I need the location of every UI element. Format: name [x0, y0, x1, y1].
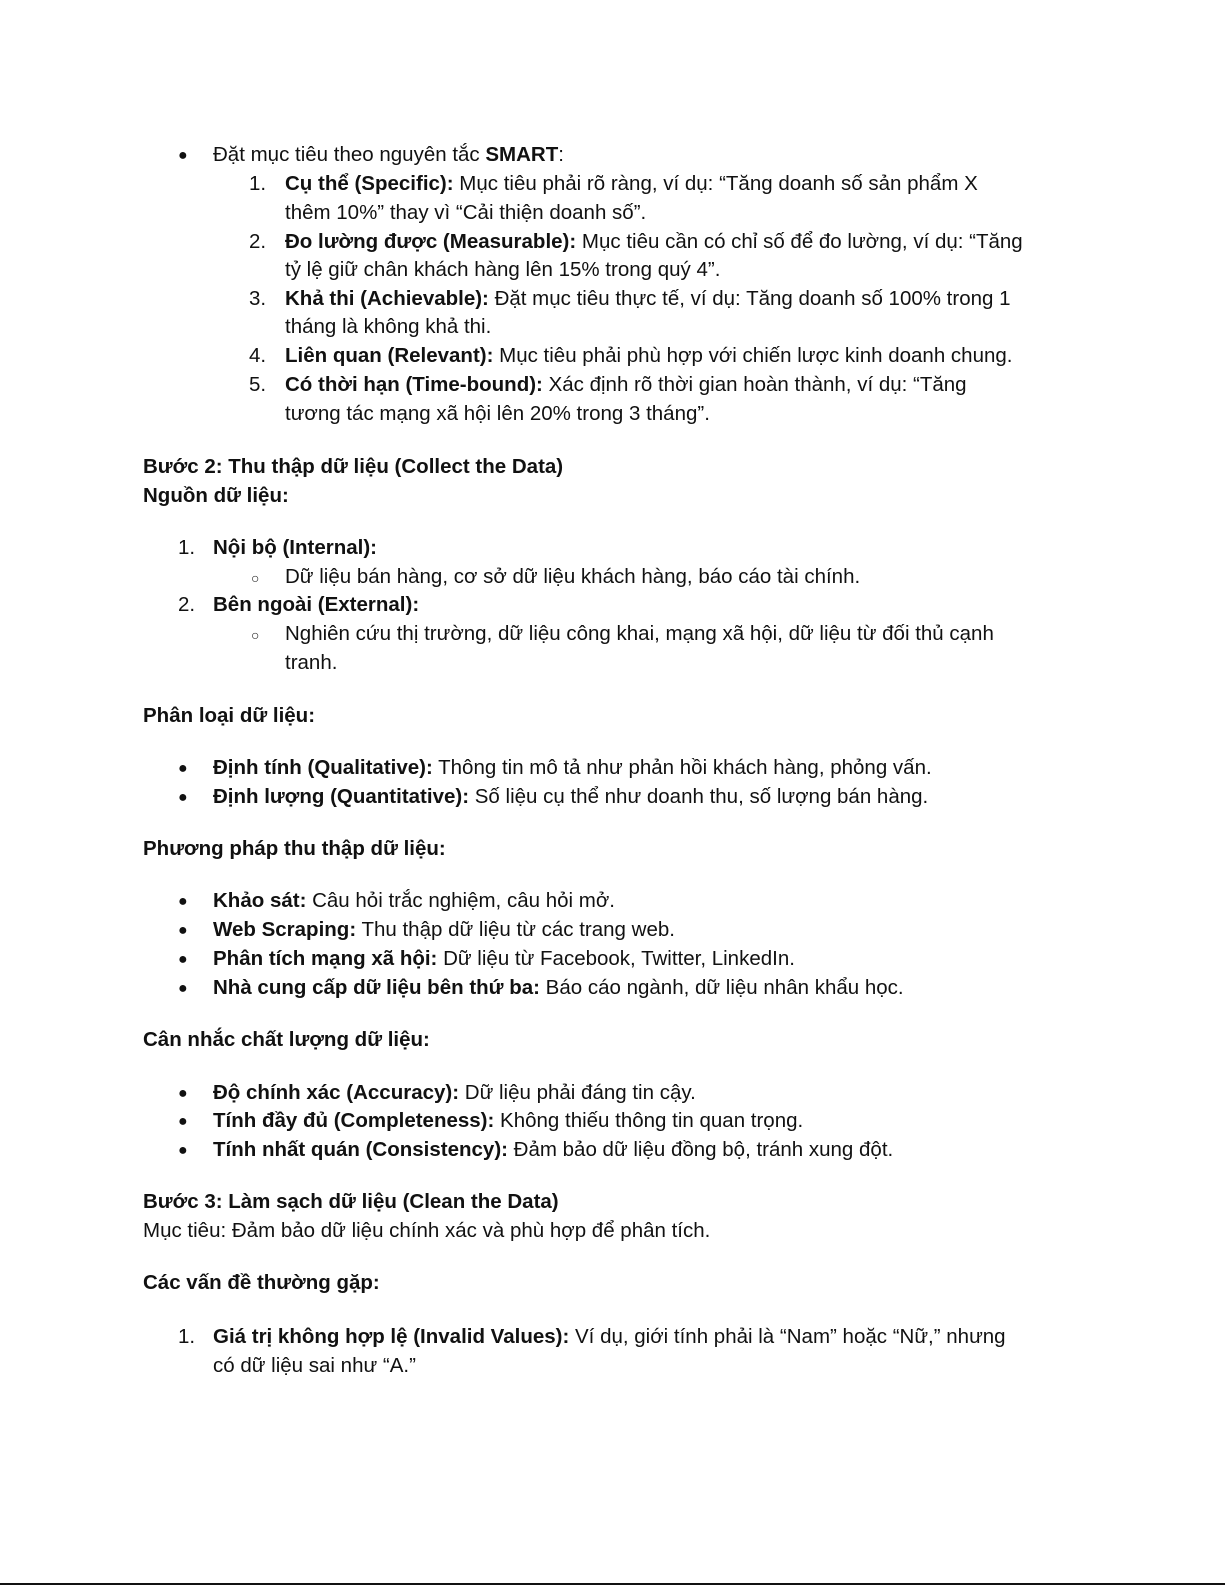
- quality-completeness: Tính đầy đủ (Completeness): Không thiếu thông tin quan trọng.: [213, 1109, 804, 1132]
- bullet-marker: ●: [178, 1142, 188, 1159]
- quality-consistency: Tính nhất quán (Consistency): Đảm bảo dữ liệu đồng bộ, tránh xung đột.: [213, 1138, 894, 1161]
- bullet-marker: ●: [178, 147, 188, 164]
- step2-title: Bước 2: Thu thập dữ liệu (Collect the Data): [143, 455, 564, 478]
- types-heading: Phân loại dữ liệu:: [143, 704, 316, 727]
- source-external-detail: Nghiên cứu thị trường, dữ liệu công khai, mạng xã hội, dữ liệu từ đối thủ cạnh: [285, 622, 994, 645]
- methods-heading: Phương pháp thu thập dữ liệu:: [143, 837, 446, 860]
- source-internal-detail: Dữ liệu bán hàng, cơ sở dữ liệu khách hàng, báo cáo tài chính.: [285, 565, 861, 588]
- issue-invalid-values-cont: có dữ liệu sai như “A.”: [213, 1354, 416, 1377]
- list-number: 3.: [249, 287, 267, 310]
- bullet-marker: ●: [178, 893, 188, 910]
- smart-item-achievable-cont: tháng là không khả thi.: [285, 315, 492, 338]
- bullet-marker: ●: [178, 951, 188, 968]
- smart-item-timebound: Có thời hạn (Time-bound): Xác định rõ thời gian hoàn thành, ví dụ: “Tăng: [285, 373, 967, 396]
- list-number: 1.: [249, 172, 267, 195]
- bullet-marker: ●: [178, 1085, 188, 1102]
- list-number: 5.: [249, 373, 267, 396]
- smart-item-measurable: Đo lường được (Measurable): Mục tiêu cần có chỉ số để đo lường, ví dụ: “Tăng: [285, 230, 1023, 253]
- bullet-marker: ●: [178, 789, 188, 806]
- list-number: 2.: [178, 593, 196, 616]
- smart-item-specific-cont: thêm 10%” thay vì “Cải thiện doanh số”.: [285, 201, 647, 224]
- quality-accuracy: Độ chính xác (Accuracy): Dữ liệu phải đáng tin cậy.: [213, 1081, 696, 1104]
- smart-item-timebound-cont: tương tác mạng xã hội lên 20% trong 3 tháng”.: [285, 402, 710, 425]
- list-number: 1.: [178, 1325, 196, 1348]
- type-quantitative: Định lượng (Quantitative): Số liệu cụ thể như doanh thu, số lượng bán hàng.: [213, 785, 929, 808]
- issues-heading: Các vấn đề thường gặp:: [143, 1271, 380, 1294]
- smart-item-measurable-cont: tỷ lệ giữ chân khách hàng lên 15% trong quý 4”.: [285, 258, 721, 281]
- step3-title: Bước 3: Làm sạch dữ liệu (Clean the Data): [143, 1190, 559, 1213]
- list-number: 4.: [249, 344, 267, 367]
- bullet-marker: ●: [178, 1113, 188, 1130]
- type-qualitative: Định tính (Qualitative): Thông tin mô tả như phản hồi khách hàng, phỏng vấn.: [213, 756, 932, 779]
- smart-item-achievable: Khả thi (Achievable): Đặt mục tiêu thực tế, ví dụ: Tăng doanh số 100% trong 1: [285, 287, 1011, 310]
- source-internal: Nội bộ (Internal):: [213, 536, 377, 559]
- quality-heading: Cân nhắc chất lượng dữ liệu:: [143, 1028, 430, 1051]
- method-third-party: Nhà cung cấp dữ liệu bên thứ ba: Báo cáo ngành, dữ liệu nhân khẩu học.: [213, 976, 904, 999]
- list-number: 2.: [249, 230, 267, 253]
- bullet-marker: ●: [178, 980, 188, 997]
- source-external-detail-cont: tranh.: [285, 651, 338, 674]
- sources-heading: Nguồn dữ liệu:: [143, 484, 289, 507]
- list-number: 1.: [178, 536, 196, 559]
- method-social: Phân tích mạng xã hội: Dữ liệu từ Facebook, Twitter, LinkedIn.: [213, 947, 795, 970]
- circle-marker: ○: [251, 570, 260, 586]
- issue-invalid-values: Giá trị không hợp lệ (Invalid Values): Ví dụ, giới tính phải là “Nam” hoặc “Nữ,” nhưng: [213, 1325, 1006, 1348]
- method-web-scraping: Web Scraping: Thu thập dữ liệu từ các trang web.: [213, 918, 675, 941]
- circle-marker: ○: [251, 627, 260, 643]
- bullet-marker: ●: [178, 922, 188, 939]
- smart-intro: Đặt mục tiêu theo nguyên tắc SMART:: [213, 143, 564, 166]
- smart-item-relevant: Liên quan (Relevant): Mục tiêu phải phù hợp với chiến lược kinh doanh chung.: [285, 344, 1013, 367]
- source-external: Bên ngoài (External):: [213, 593, 420, 616]
- bullet-marker: ●: [178, 760, 188, 777]
- step3-goal: Mục tiêu: Đảm bảo dữ liệu chính xác và phù hợp để phân tích.: [143, 1219, 711, 1242]
- method-survey: Khảo sát: Câu hỏi trắc nghiệm, câu hỏi mở.: [213, 889, 615, 912]
- smart-item-specific: Cụ thể (Specific): Mục tiêu phải rõ ràng, ví dụ: “Tăng doanh số sản phẩm X: [285, 172, 978, 195]
